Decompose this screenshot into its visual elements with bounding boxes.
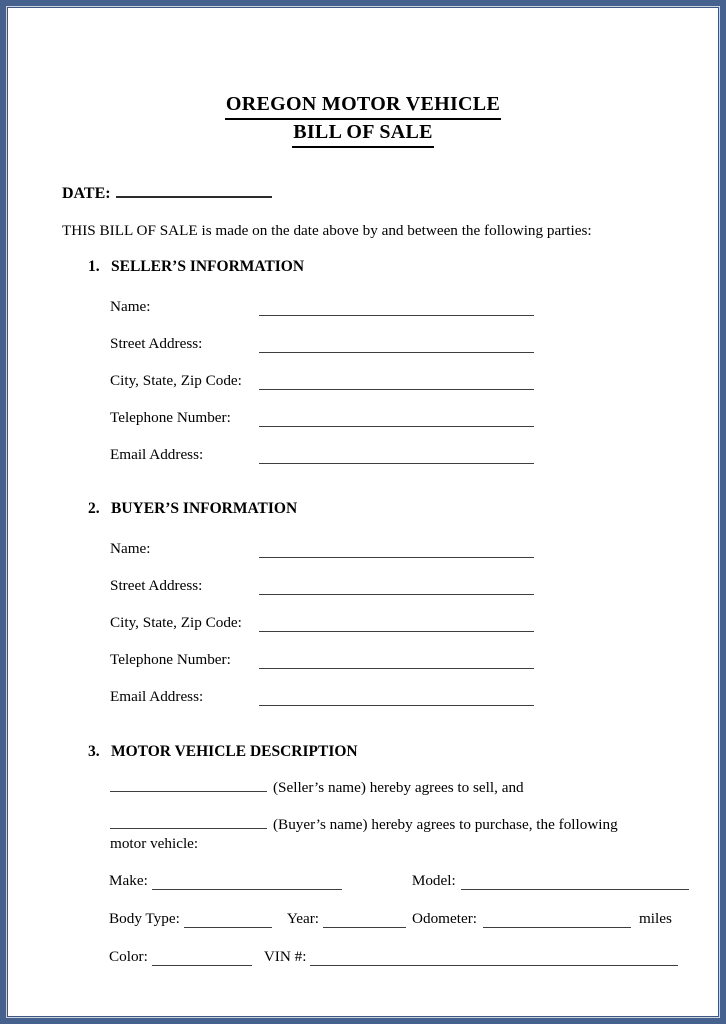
- odometer-input-line[interactable]: [483, 912, 631, 928]
- buyer-email-label: Email Address:: [110, 688, 204, 705]
- section-buyer-number: 2.: [88, 500, 100, 517]
- page-title: [9, 92, 717, 148]
- body-type-label: Body Type:: [109, 910, 180, 927]
- section-seller-number: 1.: [88, 258, 100, 275]
- date-input-line[interactable]: [116, 182, 272, 198]
- buyer-street-label: Street Address:: [110, 577, 203, 594]
- seller-city-row: [110, 372, 717, 390]
- buyer-email-row: [110, 688, 717, 706]
- section-seller-heading: [88, 258, 717, 276]
- page-title-line1: OREGON MOTOR VEHICLE: [225, 92, 501, 120]
- buyer-name-blank-line[interactable]: [110, 815, 267, 829]
- make-model-row: [109, 872, 717, 890]
- seller-street-row: [110, 335, 717, 353]
- form-content: [9, 9, 717, 1015]
- seller-email-input-line[interactable]: [259, 448, 534, 464]
- seller-phone-row: [110, 409, 717, 427]
- seller-phone-label: Telephone Number:: [110, 409, 231, 426]
- seller-city-input-line[interactable]: [259, 374, 534, 390]
- body-year-odometer-row: [109, 910, 717, 928]
- buyer-clause-row: [110, 815, 717, 853]
- body-type-input-line[interactable]: [184, 912, 272, 928]
- buyer-city-label: City, State, Zip Code:: [110, 614, 242, 631]
- seller-phone-input-line[interactable]: [259, 411, 534, 427]
- seller-name-blank-line[interactable]: [110, 778, 267, 792]
- buyer-city-row: [110, 614, 717, 632]
- date-row: [62, 182, 717, 203]
- seller-clause-text: (Seller’s name) hereby agrees to sell, and: [273, 779, 524, 796]
- color-vin-row: [109, 948, 717, 966]
- seller-name-label: Name:: [110, 298, 151, 315]
- buyer-phone-input-line[interactable]: [259, 653, 534, 669]
- buyer-email-input-line[interactable]: [259, 690, 534, 706]
- buyer-clause-text-line1: (Buyer’s name) hereby agrees to purchase, the following: [273, 816, 618, 833]
- seller-street-label: Street Address:: [110, 335, 203, 352]
- section-vehicle-number: 3.: [88, 743, 100, 760]
- section-vehicle-title: MOTOR VEHICLE DESCRIPTION: [111, 743, 358, 760]
- buyer-phone-row: [110, 651, 717, 669]
- seller-email-label: Email Address:: [110, 446, 204, 463]
- buyer-name-input-line[interactable]: [259, 542, 534, 558]
- seller-clause-row: [110, 778, 717, 797]
- year-input-line[interactable]: [323, 912, 406, 928]
- buyer-city-input-line[interactable]: [259, 616, 534, 632]
- make-input-line[interactable]: [152, 874, 342, 890]
- section-buyer-title: BUYER’S INFORMATION: [111, 500, 298, 517]
- seller-email-row: [110, 446, 717, 464]
- vin-input-line[interactable]: [310, 950, 678, 966]
- seller-name-input-line[interactable]: [259, 300, 534, 316]
- color-label: Color:: [109, 948, 148, 965]
- year-label: Year:: [286, 910, 320, 927]
- odometer-label: Odometer:: [412, 910, 477, 927]
- page-title-line2: BILL OF SALE: [292, 120, 434, 148]
- buyer-phone-label: Telephone Number:: [110, 651, 231, 668]
- seller-street-input-line[interactable]: [259, 337, 534, 353]
- section-buyer-heading: [88, 500, 717, 518]
- intro-text: THIS BILL OF SALE is made on the date above by and between the following parties:: [62, 222, 592, 239]
- make-label: Make:: [109, 872, 148, 889]
- model-input-line[interactable]: [461, 874, 689, 890]
- vin-label: VIN #:: [263, 948, 307, 965]
- section-seller-title: SELLER’S INFORMATION: [111, 258, 305, 275]
- date-label: DATE:: [62, 185, 111, 202]
- buyer-clause-text-line2: motor vehicle:: [110, 835, 199, 852]
- seller-name-row: [110, 298, 717, 316]
- buyer-name-row: [110, 540, 717, 558]
- buyer-street-input-line[interactable]: [259, 579, 534, 595]
- buyer-name-label: Name:: [110, 540, 151, 557]
- miles-suffix: miles: [638, 910, 672, 927]
- seller-city-label: City, State, Zip Code:: [110, 372, 242, 389]
- buyer-street-row: [110, 577, 717, 595]
- section-vehicle-heading: [88, 743, 717, 761]
- model-label: Model:: [411, 872, 456, 889]
- color-input-line[interactable]: [152, 950, 252, 966]
